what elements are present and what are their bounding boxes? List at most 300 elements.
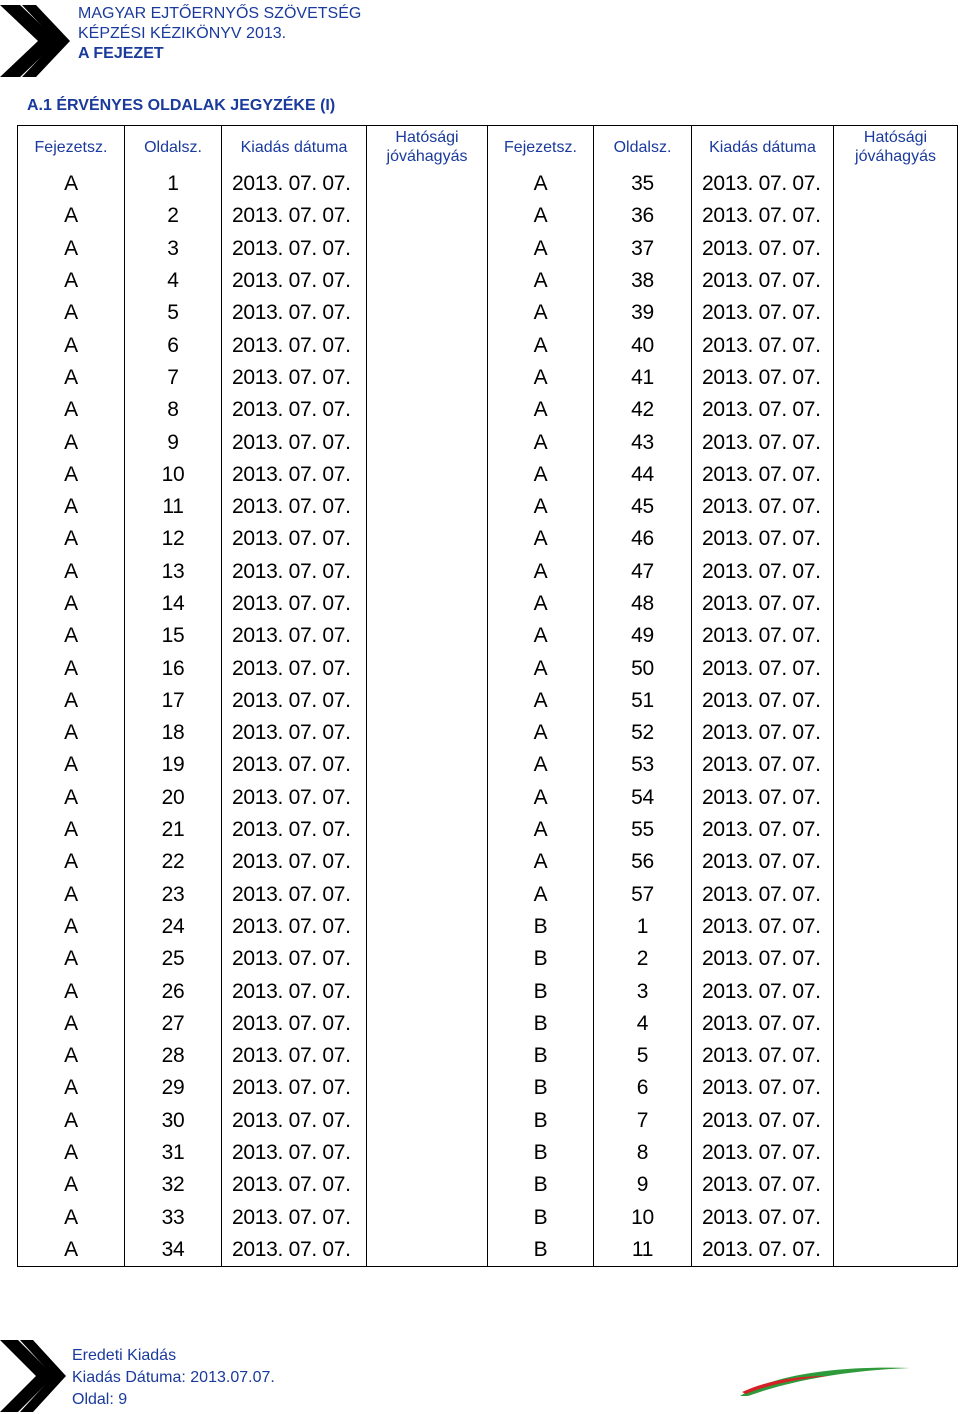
page-cell: 40 bbox=[594, 329, 692, 361]
table-row bbox=[18, 491, 958, 523]
table-row bbox=[18, 329, 958, 361]
approval-cell bbox=[367, 911, 488, 943]
chapter-cell: A bbox=[488, 556, 594, 588]
header-chapter: Fejezetsz. bbox=[488, 126, 594, 169]
page-cell: 23 bbox=[125, 879, 222, 911]
date-cell: 2013. 07. 07. bbox=[222, 943, 367, 975]
date-cell: 2013. 07. 07. bbox=[692, 265, 834, 297]
chapter-cell: B bbox=[488, 911, 594, 943]
date-cell: 2013. 07. 07. bbox=[692, 523, 834, 555]
date-cell: 2013. 07. 07. bbox=[222, 265, 367, 297]
date-cell: 2013. 07. 07. bbox=[692, 329, 834, 361]
approval-cell bbox=[367, 1105, 488, 1137]
date-cell: 2013. 07. 07. bbox=[692, 1169, 834, 1201]
chapter-cell: A bbox=[18, 362, 125, 394]
chevron-right-icon bbox=[0, 1340, 66, 1412]
chapter-cell: A bbox=[18, 1169, 125, 1201]
page-cell: 31 bbox=[125, 1137, 222, 1169]
page-cell: 29 bbox=[125, 1072, 222, 1104]
page-cell: 22 bbox=[125, 846, 222, 878]
approval-cell bbox=[834, 782, 958, 814]
date-cell: 2013. 07. 07. bbox=[222, 362, 367, 394]
document-footer bbox=[72, 1345, 275, 1411]
page-cell: 53 bbox=[594, 749, 692, 781]
approval-cell bbox=[367, 652, 488, 684]
date-cell: 2013. 07. 07. bbox=[692, 1008, 834, 1040]
chapter-cell: A bbox=[18, 233, 125, 265]
page-cell: 39 bbox=[594, 297, 692, 329]
approval-cell bbox=[367, 717, 488, 749]
page-cell: 6 bbox=[594, 1072, 692, 1104]
approval-cell bbox=[834, 491, 958, 523]
date-cell: 2013. 07. 07. bbox=[222, 1040, 367, 1072]
approval-cell bbox=[834, 1202, 958, 1234]
chapter-cell: A bbox=[18, 814, 125, 846]
chapter-cell: A bbox=[488, 782, 594, 814]
chapter-cell: B bbox=[488, 1040, 594, 1072]
chapter-cell: A bbox=[18, 459, 125, 491]
document-header bbox=[78, 4, 361, 64]
chapter-cell: A bbox=[18, 911, 125, 943]
chapter-cell: A bbox=[18, 168, 125, 200]
date-cell: 2013. 07. 07. bbox=[222, 1137, 367, 1169]
table-row bbox=[18, 911, 958, 943]
page-cell: 37 bbox=[594, 233, 692, 265]
page-cell: 8 bbox=[125, 394, 222, 426]
page-cell: 42 bbox=[594, 394, 692, 426]
date-cell: 2013. 07. 07. bbox=[692, 1040, 834, 1072]
approval-cell bbox=[834, 523, 958, 555]
header-date: Kiadás dátuma bbox=[222, 126, 367, 169]
chapter-cell: A bbox=[488, 297, 594, 329]
page-cell: 4 bbox=[125, 265, 222, 297]
chapter-cell: A bbox=[18, 1105, 125, 1137]
approval-cell bbox=[834, 168, 958, 200]
date-cell: 2013. 07. 07. bbox=[222, 491, 367, 523]
table-row bbox=[18, 846, 958, 878]
approval-cell bbox=[367, 685, 488, 717]
page-cell: 9 bbox=[125, 426, 222, 458]
chapter-cell: A bbox=[488, 329, 594, 361]
date-cell: 2013. 07. 07. bbox=[222, 394, 367, 426]
table-row bbox=[18, 265, 958, 297]
date-cell: 2013. 07. 07. bbox=[692, 556, 834, 588]
page-cell: 3 bbox=[125, 233, 222, 265]
date-cell: 2013. 07. 07. bbox=[222, 329, 367, 361]
header-chapter: Fejezetsz. bbox=[18, 126, 125, 169]
date-cell: 2013. 07. 07. bbox=[222, 556, 367, 588]
table-row bbox=[18, 814, 958, 846]
approval-cell bbox=[367, 491, 488, 523]
chapter-cell: A bbox=[18, 1234, 125, 1267]
table-row bbox=[18, 459, 958, 491]
page-cell: 11 bbox=[125, 491, 222, 523]
chapter-cell: A bbox=[488, 168, 594, 200]
chapter-cell: A bbox=[488, 394, 594, 426]
approval-cell bbox=[367, 1040, 488, 1072]
chapter-cell: B bbox=[488, 975, 594, 1007]
page-cell: 13 bbox=[125, 556, 222, 588]
chapter-cell: A bbox=[18, 685, 125, 717]
page-cell: 47 bbox=[594, 556, 692, 588]
page-cell: 4 bbox=[594, 1008, 692, 1040]
date-cell: 2013. 07. 07. bbox=[222, 1008, 367, 1040]
page-cell: 7 bbox=[125, 362, 222, 394]
chapter-cell: B bbox=[488, 1105, 594, 1137]
chapter-cell: A bbox=[18, 1040, 125, 1072]
approval-cell bbox=[834, 233, 958, 265]
table-row bbox=[18, 975, 958, 1007]
chapter-cell: A bbox=[18, 200, 125, 232]
approval-cell bbox=[834, 394, 958, 426]
page-cell: 11 bbox=[594, 1234, 692, 1267]
page-cell: 36 bbox=[594, 200, 692, 232]
chapter-cell: A bbox=[18, 426, 125, 458]
page-cell: 32 bbox=[125, 1169, 222, 1201]
approval-cell bbox=[834, 426, 958, 458]
date-cell: 2013. 07. 07. bbox=[692, 426, 834, 458]
page-cell: 20 bbox=[125, 782, 222, 814]
date-cell: 2013. 07. 07. bbox=[692, 943, 834, 975]
table-row bbox=[18, 588, 958, 620]
approval-cell bbox=[367, 523, 488, 555]
approval-cell bbox=[834, 265, 958, 297]
approval-cell bbox=[834, 749, 958, 781]
page-cell: 5 bbox=[125, 297, 222, 329]
table-row bbox=[18, 749, 958, 781]
date-cell: 2013. 07. 07. bbox=[222, 1105, 367, 1137]
chapter-cell: A bbox=[18, 523, 125, 555]
page-cell: 35 bbox=[594, 168, 692, 200]
table-row bbox=[18, 782, 958, 814]
approval-cell bbox=[367, 168, 488, 200]
chapter-cell: A bbox=[18, 975, 125, 1007]
approval-cell bbox=[367, 782, 488, 814]
table-row bbox=[18, 1169, 958, 1201]
table-row bbox=[18, 523, 958, 555]
date-cell: 2013. 07. 07. bbox=[222, 200, 367, 232]
chapter-cell: B bbox=[488, 1234, 594, 1267]
approval-cell bbox=[834, 685, 958, 717]
page-cell: 3 bbox=[594, 975, 692, 1007]
approval-cell bbox=[834, 846, 958, 878]
table-row bbox=[18, 1072, 958, 1104]
chapter-cell: B bbox=[488, 1169, 594, 1201]
page-cell: 21 bbox=[125, 814, 222, 846]
date-cell: 2013. 07. 07. bbox=[692, 1234, 834, 1267]
approval-cell bbox=[367, 1234, 488, 1267]
table-row bbox=[18, 685, 958, 717]
chapter-cell: A bbox=[18, 620, 125, 652]
table-row bbox=[18, 1008, 958, 1040]
date-cell: 2013. 07. 07. bbox=[692, 233, 834, 265]
approval-cell bbox=[367, 814, 488, 846]
approval-cell bbox=[834, 911, 958, 943]
chapter-cell: B bbox=[488, 1202, 594, 1234]
approval-cell bbox=[834, 200, 958, 232]
approval-cell bbox=[367, 233, 488, 265]
page-cell: 2 bbox=[125, 200, 222, 232]
page-cell: 43 bbox=[594, 426, 692, 458]
page-cell: 12 bbox=[125, 523, 222, 555]
table-row bbox=[18, 1137, 958, 1169]
approval-cell bbox=[367, 1169, 488, 1201]
date-cell: 2013. 07. 07. bbox=[692, 782, 834, 814]
chapter-cell: A bbox=[488, 685, 594, 717]
page-cell: 55 bbox=[594, 814, 692, 846]
swoosh-logo-icon bbox=[738, 1362, 913, 1398]
chapter-cell: A bbox=[488, 717, 594, 749]
page-cell: 48 bbox=[594, 588, 692, 620]
chapter-cell: A bbox=[18, 556, 125, 588]
footer-issue-date: Kiadás Dátuma: 2013.07.07. bbox=[72, 1369, 275, 1386]
page-cell: 2 bbox=[594, 943, 692, 975]
table-row bbox=[18, 717, 958, 749]
page-cell: 50 bbox=[594, 652, 692, 684]
page-cell: 1 bbox=[594, 911, 692, 943]
approval-cell bbox=[834, 588, 958, 620]
chapter-cell: B bbox=[488, 1137, 594, 1169]
approval-cell bbox=[367, 1137, 488, 1169]
approval-cell bbox=[834, 1137, 958, 1169]
approval-cell bbox=[367, 943, 488, 975]
chapter-cell: A bbox=[488, 814, 594, 846]
chapter-cell: A bbox=[18, 943, 125, 975]
chapter-cell: A bbox=[18, 491, 125, 523]
page-cell: 27 bbox=[125, 1008, 222, 1040]
date-cell: 2013. 07. 07. bbox=[222, 588, 367, 620]
page-cell: 5 bbox=[594, 1040, 692, 1072]
chapter-cell: A bbox=[18, 1072, 125, 1104]
page-cell: 9 bbox=[594, 1169, 692, 1201]
date-cell: 2013. 07. 07. bbox=[692, 685, 834, 717]
table-row bbox=[18, 362, 958, 394]
page-cell: 33 bbox=[125, 1202, 222, 1234]
table-row bbox=[18, 1105, 958, 1137]
date-cell: 2013. 07. 07. bbox=[692, 1105, 834, 1137]
date-cell: 2013. 07. 07. bbox=[692, 1137, 834, 1169]
table-row bbox=[18, 233, 958, 265]
page-cell: 6 bbox=[125, 329, 222, 361]
page-cell: 19 bbox=[125, 749, 222, 781]
page-cell: 15 bbox=[125, 620, 222, 652]
chapter-cell: A bbox=[488, 233, 594, 265]
approval-cell bbox=[367, 1008, 488, 1040]
date-cell: 2013. 07. 07. bbox=[222, 168, 367, 200]
chapter-cell: A bbox=[488, 846, 594, 878]
table-row bbox=[18, 1234, 958, 1267]
header-page: Oldalsz. bbox=[594, 126, 692, 169]
approval-cell bbox=[834, 652, 958, 684]
page-cell: 49 bbox=[594, 620, 692, 652]
table-row bbox=[18, 556, 958, 588]
date-cell: 2013. 07. 07. bbox=[692, 200, 834, 232]
date-cell: 2013. 07. 07. bbox=[222, 1234, 367, 1267]
chevron-right-icon bbox=[0, 5, 70, 77]
date-cell: 2013. 07. 07. bbox=[692, 652, 834, 684]
date-cell: 2013. 07. 07. bbox=[222, 523, 367, 555]
chapter-cell: A bbox=[18, 782, 125, 814]
approval-cell bbox=[367, 556, 488, 588]
date-cell: 2013. 07. 07. bbox=[692, 749, 834, 781]
chapter-cell: A bbox=[18, 652, 125, 684]
page-cell: 57 bbox=[594, 879, 692, 911]
chapter-cell: A bbox=[488, 749, 594, 781]
chapter-cell: A bbox=[18, 1202, 125, 1234]
approval-cell bbox=[367, 846, 488, 878]
page-cell: 34 bbox=[125, 1234, 222, 1267]
approval-cell bbox=[834, 329, 958, 361]
page-cell: 17 bbox=[125, 685, 222, 717]
approval-cell bbox=[834, 1008, 958, 1040]
approval-cell bbox=[367, 879, 488, 911]
page-cell: 30 bbox=[125, 1105, 222, 1137]
page-cell: 10 bbox=[125, 459, 222, 491]
date-cell: 2013. 07. 07. bbox=[222, 1072, 367, 1104]
approval-cell bbox=[834, 814, 958, 846]
approval-cell bbox=[834, 1169, 958, 1201]
date-cell: 2013. 07. 07. bbox=[692, 879, 834, 911]
table-row bbox=[18, 1040, 958, 1072]
date-cell: 2013. 07. 07. bbox=[692, 911, 834, 943]
chapter-cell: A bbox=[18, 879, 125, 911]
page-cell: 8 bbox=[594, 1137, 692, 1169]
table-row bbox=[18, 394, 958, 426]
table-row bbox=[18, 879, 958, 911]
chapter-cell: A bbox=[18, 265, 125, 297]
page-cell: 46 bbox=[594, 523, 692, 555]
page-cell: 28 bbox=[125, 1040, 222, 1072]
date-cell: 2013. 07. 07. bbox=[692, 717, 834, 749]
date-cell: 2013. 07. 07. bbox=[222, 297, 367, 329]
chapter-cell: A bbox=[18, 588, 125, 620]
date-cell: 2013. 07. 07. bbox=[222, 749, 367, 781]
date-cell: 2013. 07. 07. bbox=[222, 1202, 367, 1234]
header-page: Oldalsz. bbox=[125, 126, 222, 169]
page-cell: 54 bbox=[594, 782, 692, 814]
page-cell: 52 bbox=[594, 717, 692, 749]
approval-cell bbox=[367, 265, 488, 297]
chapter-cell: A bbox=[488, 588, 594, 620]
approval-cell bbox=[367, 394, 488, 426]
page-cell: 14 bbox=[125, 588, 222, 620]
chapter-cell: A bbox=[18, 846, 125, 878]
chapter-cell: A bbox=[488, 265, 594, 297]
page-cell: 1 bbox=[125, 168, 222, 200]
date-cell: 2013. 07. 07. bbox=[222, 685, 367, 717]
date-cell: 2013. 07. 07. bbox=[692, 491, 834, 523]
date-cell: 2013. 07. 07. bbox=[222, 233, 367, 265]
table-row bbox=[18, 168, 958, 200]
approval-cell bbox=[367, 426, 488, 458]
chapter-cell: A bbox=[18, 394, 125, 426]
approval-cell bbox=[834, 1234, 958, 1267]
chapter-cell: B bbox=[488, 1008, 594, 1040]
page-cell: 25 bbox=[125, 943, 222, 975]
table-row bbox=[18, 1202, 958, 1234]
page-cell: 44 bbox=[594, 459, 692, 491]
section-title: A.1 ÉRVÉNYES OLDALAK JEGYZÉKE (I) bbox=[27, 97, 336, 114]
manual-title: KÉPZÉSI KÉZIKÖNYV 2013. bbox=[78, 25, 287, 42]
chapter-cell: A bbox=[18, 1008, 125, 1040]
approval-cell bbox=[367, 588, 488, 620]
date-cell: 2013. 07. 07. bbox=[692, 459, 834, 491]
approval-cell bbox=[367, 459, 488, 491]
chapter-cell: A bbox=[488, 523, 594, 555]
date-cell: 2013. 07. 07. bbox=[692, 362, 834, 394]
date-cell: 2013. 07. 07. bbox=[222, 459, 367, 491]
page-cell: 45 bbox=[594, 491, 692, 523]
date-cell: 2013. 07. 07. bbox=[692, 620, 834, 652]
date-cell: 2013. 07. 07. bbox=[692, 846, 834, 878]
approval-cell bbox=[834, 975, 958, 1007]
approval-cell bbox=[367, 200, 488, 232]
valid-pages-table bbox=[17, 125, 958, 1267]
approval-cell bbox=[834, 717, 958, 749]
date-cell: 2013. 07. 07. bbox=[692, 1072, 834, 1104]
approval-cell bbox=[367, 1202, 488, 1234]
date-cell: 2013. 07. 07. bbox=[222, 620, 367, 652]
page-cell: 18 bbox=[125, 717, 222, 749]
date-cell: 2013. 07. 07. bbox=[222, 814, 367, 846]
date-cell: 2013. 07. 07. bbox=[222, 846, 367, 878]
org-name: MAGYAR EJTŐERNYŐS SZÖVETSÉG bbox=[78, 5, 362, 22]
chapter-cell: A bbox=[488, 459, 594, 491]
approval-cell bbox=[367, 362, 488, 394]
header-approval: Hatósági jóváhagyás bbox=[367, 126, 488, 169]
table-row bbox=[18, 620, 958, 652]
approval-cell bbox=[367, 620, 488, 652]
footer-page-number: Oldal: 9 bbox=[72, 1391, 128, 1408]
date-cell: 2013. 07. 07. bbox=[692, 394, 834, 426]
table-row bbox=[18, 652, 958, 684]
chapter-cell: B bbox=[488, 943, 594, 975]
page-cell: 26 bbox=[125, 975, 222, 1007]
date-cell: 2013. 07. 07. bbox=[692, 588, 834, 620]
date-cell: 2013. 07. 07. bbox=[222, 911, 367, 943]
date-cell: 2013. 07. 07. bbox=[222, 879, 367, 911]
chapter-cell: A bbox=[18, 297, 125, 329]
approval-cell bbox=[834, 1105, 958, 1137]
page-cell: 7 bbox=[594, 1105, 692, 1137]
approval-cell bbox=[367, 749, 488, 781]
table-header-row bbox=[18, 126, 958, 169]
chapter-cell: A bbox=[18, 329, 125, 361]
header-approval: Hatósági jóváhagyás bbox=[834, 126, 958, 169]
date-cell: 2013. 07. 07. bbox=[222, 426, 367, 458]
chapter-cell: A bbox=[18, 717, 125, 749]
date-cell: 2013. 07. 07. bbox=[692, 1202, 834, 1234]
approval-cell bbox=[834, 362, 958, 394]
approval-cell bbox=[834, 297, 958, 329]
chapter-cell: A bbox=[18, 1137, 125, 1169]
approval-cell bbox=[367, 1072, 488, 1104]
page-cell: 16 bbox=[125, 652, 222, 684]
approval-cell bbox=[834, 943, 958, 975]
page-cell: 41 bbox=[594, 362, 692, 394]
chapter-cell: B bbox=[488, 1072, 594, 1104]
date-cell: 2013. 07. 07. bbox=[692, 814, 834, 846]
date-cell: 2013. 07. 07. bbox=[692, 297, 834, 329]
header-date: Kiadás dátuma bbox=[692, 126, 834, 169]
approval-cell bbox=[367, 975, 488, 1007]
footer-edition: Eredeti Kiadás bbox=[72, 1347, 177, 1364]
page-cell: 56 bbox=[594, 846, 692, 878]
page-cell: 24 bbox=[125, 911, 222, 943]
table-row bbox=[18, 297, 958, 329]
approval-cell bbox=[367, 329, 488, 361]
page-cell: 38 bbox=[594, 265, 692, 297]
